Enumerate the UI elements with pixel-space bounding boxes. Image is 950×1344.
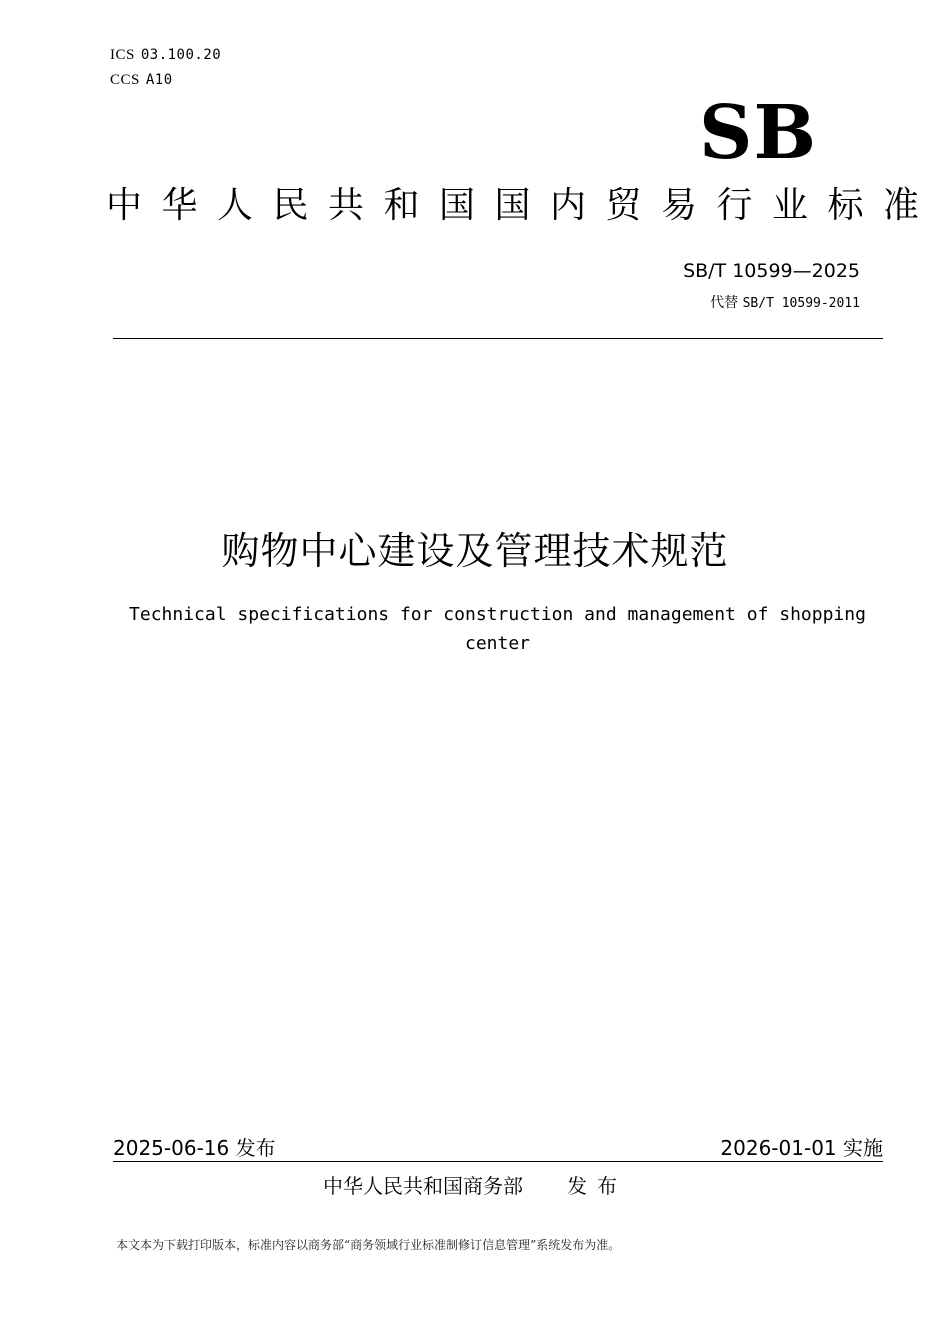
- ics-value: 03.100.20: [140, 47, 222, 63]
- publish-word: 发布: [567, 1174, 627, 1198]
- publisher-line: [0, 1170, 950, 1199]
- top-divider: [113, 338, 883, 339]
- document-title-en: Technical specifications for construction and management of shopping center: [129, 604, 866, 654]
- document-title-cn: 购物中心建设及管理技术规范: [221, 529, 729, 573]
- standard-number: SB/T 10599—2025: [683, 260, 860, 282]
- publisher-name: 中华人民共和国商务部: [323, 1174, 523, 1198]
- replaces-value: SB/T 10599-2011: [742, 296, 860, 311]
- standard-category-title: 中华人民共和国国内贸易行业标准: [106, 185, 939, 226]
- replaces-line: [710, 292, 860, 312]
- implementation-date: 2026-01-01 实施: [720, 1136, 883, 1160]
- issue-date: 2025-06-16 发布: [113, 1136, 276, 1160]
- ccs-label: CCS: [110, 72, 140, 88]
- bottom-divider: [113, 1161, 883, 1162]
- ccs-code: [110, 72, 173, 89]
- replaces-label: 代替: [710, 295, 739, 311]
- ccs-value: A10: [145, 72, 173, 88]
- download-note: 本文本为下载打印版本，标准内容以商务部“商务领域行业标准制修订信息管理”系统发布为准。: [116, 1238, 621, 1252]
- ics-code: [110, 47, 221, 64]
- ics-label: ICS: [110, 47, 135, 63]
- sb-logo: SB: [699, 90, 817, 176]
